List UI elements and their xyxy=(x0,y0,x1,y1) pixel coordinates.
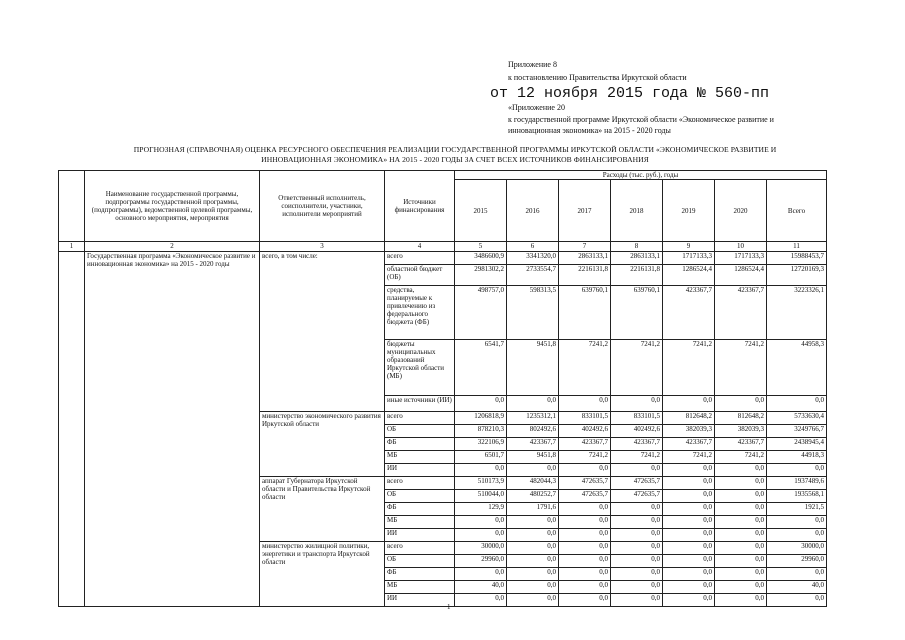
source-cell: средства, планируемые к привлечению из федерального бюджета (ФБ) xyxy=(385,286,455,340)
value-cell: 0,0 xyxy=(507,516,559,529)
value-cell: 423367,7 xyxy=(715,286,767,340)
value-cell: 6501,7 xyxy=(455,451,507,464)
source-cell: всего xyxy=(385,252,455,265)
column-number: 2 xyxy=(85,242,260,252)
value-cell: 833101,5 xyxy=(611,412,663,425)
total-value-cell: 29960,0 xyxy=(767,555,827,568)
value-cell: 0,0 xyxy=(507,529,559,542)
value-cell: 0,0 xyxy=(559,594,611,607)
source-cell: ОБ xyxy=(385,555,455,568)
column-number: 8 xyxy=(611,242,663,252)
value-cell: 833101,5 xyxy=(559,412,611,425)
value-cell: 0,0 xyxy=(559,396,611,412)
total-header: Всего xyxy=(767,180,827,242)
year-header: 2019 xyxy=(663,180,715,242)
value-cell: 0,0 xyxy=(611,396,663,412)
source-cell: МБ xyxy=(385,581,455,594)
value-cell: 0,0 xyxy=(507,555,559,568)
value-cell: 0,0 xyxy=(559,529,611,542)
value-cell: 0,0 xyxy=(715,568,767,581)
source-cell: ИИ xyxy=(385,594,455,607)
source-cell: ОБ xyxy=(385,425,455,438)
value-cell: 0,0 xyxy=(611,555,663,568)
source-cell: всего xyxy=(385,477,455,490)
value-cell: 0,0 xyxy=(507,581,559,594)
value-cell: 0,0 xyxy=(715,477,767,490)
value-cell: 0,0 xyxy=(663,503,715,516)
total-value-cell: 0,0 xyxy=(767,568,827,581)
source-header: Источники финансирования xyxy=(385,171,455,242)
value-cell: 9451,8 xyxy=(507,451,559,464)
source-cell: ФБ xyxy=(385,568,455,581)
total-value-cell: 0,0 xyxy=(767,516,827,529)
year-header: 2017 xyxy=(559,180,611,242)
value-cell: 0,0 xyxy=(715,555,767,568)
total-value-cell: 30000,0 xyxy=(767,542,827,555)
value-cell: 0,0 xyxy=(663,477,715,490)
value-cell: 0,0 xyxy=(455,568,507,581)
column-number: 7 xyxy=(559,242,611,252)
value-cell: 30000,0 xyxy=(455,542,507,555)
value-cell: 1286524,4 xyxy=(663,265,715,286)
source-cell: всего xyxy=(385,412,455,425)
total-value-cell: 0,0 xyxy=(767,396,827,412)
value-cell: 0,0 xyxy=(559,542,611,555)
value-cell: 0,0 xyxy=(663,594,715,607)
source-cell: ИИ xyxy=(385,464,455,477)
column-number: 10 xyxy=(715,242,767,252)
total-value-cell: 12720169,3 xyxy=(767,265,827,286)
program-name-header: Наименование государственной программы, подпрограммы государственной программы, (подпрограммы), ведомственной целевой программы, основного мероприятия, мероприятия xyxy=(85,171,260,242)
value-cell: 812648,2 xyxy=(663,412,715,425)
value-cell: 0,0 xyxy=(559,464,611,477)
row-number-header xyxy=(59,171,85,242)
value-cell: 0,0 xyxy=(611,503,663,516)
column-number: 1 xyxy=(59,242,85,252)
value-cell: 2863133,1 xyxy=(611,252,663,265)
value-cell: 1717133,3 xyxy=(663,252,715,265)
value-cell: 0,0 xyxy=(715,581,767,594)
value-cell: 0,0 xyxy=(507,396,559,412)
value-cell: 29960,0 xyxy=(455,555,507,568)
appendix-label: Приложение 8 xyxy=(508,60,557,69)
value-cell: 7241,2 xyxy=(663,340,715,396)
appendix-20-label: «Приложение 20 xyxy=(508,103,565,112)
decree-reference: к постановлению Правительства Иркутской области xyxy=(508,73,687,82)
value-cell: 0,0 xyxy=(663,581,715,594)
value-cell: 1286524,4 xyxy=(715,265,767,286)
value-cell: 423367,7 xyxy=(507,438,559,451)
source-cell: ФБ xyxy=(385,503,455,516)
title-line-1: ПРОГНОЗНАЯ (СПРАВОЧНАЯ) ОЦЕНКА РЕСУРСНОГО ОБЕСПЕЧЕНИЯ РЕАЛИЗАЦИИ ГОСУДАРСТВЕННОЙ ПРОГРАММЫ ИРКУТСКОЙ ОБЛАСТИ «ЭКОНОМИЧЕСКОЕ РАЗВИТИЕ И xyxy=(133,145,777,154)
value-cell: 3486600,9 xyxy=(455,252,507,265)
value-cell: 0,0 xyxy=(455,464,507,477)
value-cell: 402492,6 xyxy=(611,425,663,438)
column-number: 9 xyxy=(663,242,715,252)
program-reference-line1: к государственной программе Иркутской области «Экономическое развитие и xyxy=(508,115,774,124)
document-title xyxy=(75,145,835,164)
total-value-cell: 5733630,4 xyxy=(767,412,827,425)
value-cell: 7241,2 xyxy=(611,451,663,464)
column-numbers-row xyxy=(59,242,827,252)
source-cell: иные источники (ИИ) xyxy=(385,396,455,412)
source-cell: областной бюджет (ОБ) xyxy=(385,265,455,286)
value-cell: 2863133,1 xyxy=(559,252,611,265)
source-cell: ИИ xyxy=(385,529,455,542)
value-cell: 7241,2 xyxy=(559,451,611,464)
source-cell: бюджеты муниципальных образований Иркутской области (МБ) xyxy=(385,340,455,396)
column-number: 5 xyxy=(455,242,507,252)
value-cell: 639760,1 xyxy=(559,286,611,340)
total-value-cell: 1937489,6 xyxy=(767,477,827,490)
value-cell: 472635,7 xyxy=(611,477,663,490)
total-value-cell: 15988453,7 xyxy=(767,252,827,265)
value-cell: 0,0 xyxy=(611,529,663,542)
total-value-cell: 40,0 xyxy=(767,581,827,594)
page-number: 1 xyxy=(447,603,451,611)
total-value-cell: 3249766,7 xyxy=(767,425,827,438)
value-cell: 7241,2 xyxy=(715,340,767,396)
program-name-cell: Государственная программа «Экономическое развитие и инновационная экономика» на 2015 - 2020 годы xyxy=(85,252,260,607)
executor-cell: аппарат Губернатора Иркутской области и Правительства Иркутской области xyxy=(260,477,385,542)
value-cell: 7241,2 xyxy=(715,451,767,464)
year-header: 2015 xyxy=(455,180,507,242)
value-cell: 0,0 xyxy=(715,516,767,529)
expenses-header: Расходы (тыс. руб.), годы xyxy=(455,171,827,180)
value-cell: 7241,2 xyxy=(663,451,715,464)
value-cell: 598313,5 xyxy=(507,286,559,340)
value-cell: 0,0 xyxy=(611,594,663,607)
value-cell: 2981302,2 xyxy=(455,265,507,286)
value-cell: 9451,8 xyxy=(507,340,559,396)
value-cell: 0,0 xyxy=(715,490,767,503)
value-cell: 0,0 xyxy=(715,503,767,516)
value-cell: 2733554,7 xyxy=(507,265,559,286)
value-cell: 0,0 xyxy=(663,529,715,542)
value-cell: 0,0 xyxy=(715,464,767,477)
total-value-cell: 0,0 xyxy=(767,464,827,477)
value-cell: 322106,9 xyxy=(455,438,507,451)
value-cell: 7241,2 xyxy=(611,340,663,396)
value-cell: 1791,6 xyxy=(507,503,559,516)
value-cell: 472635,7 xyxy=(559,490,611,503)
source-cell: МБ xyxy=(385,451,455,464)
value-cell: 0,0 xyxy=(611,542,663,555)
value-cell: 0,0 xyxy=(455,396,507,412)
value-cell: 0,0 xyxy=(507,464,559,477)
value-cell: 0,0 xyxy=(611,464,663,477)
value-cell: 0,0 xyxy=(507,542,559,555)
year-header: 2016 xyxy=(507,180,559,242)
value-cell: 382039,3 xyxy=(663,425,715,438)
total-value-cell: 44958,3 xyxy=(767,340,827,396)
value-cell: 3341320,0 xyxy=(507,252,559,265)
value-cell: 802492,6 xyxy=(507,425,559,438)
source-cell: МБ xyxy=(385,516,455,529)
executor-cell: министерство жилищной политики, энергетики и транспорта Иркутской области xyxy=(260,542,385,607)
value-cell: 0,0 xyxy=(663,490,715,503)
value-cell: 0,0 xyxy=(559,581,611,594)
value-cell: 510044,0 xyxy=(455,490,507,503)
program-reference-line2: инновационная экономика» на 2015 - 2020 годы xyxy=(508,126,671,135)
value-cell: 0,0 xyxy=(663,516,715,529)
value-cell: 0,0 xyxy=(715,542,767,555)
value-cell: 0,0 xyxy=(559,555,611,568)
value-cell: 129,9 xyxy=(455,503,507,516)
value-cell: 1206818,9 xyxy=(455,412,507,425)
resource-table xyxy=(58,170,827,607)
value-cell: 0,0 xyxy=(507,594,559,607)
total-value-cell: 44918,3 xyxy=(767,451,827,464)
column-number: 11 xyxy=(767,242,827,252)
value-cell: 423367,7 xyxy=(715,438,767,451)
value-cell: 0,0 xyxy=(663,555,715,568)
value-cell: 0,0 xyxy=(559,568,611,581)
total-value-cell: 2438945,4 xyxy=(767,438,827,451)
value-cell: 472635,7 xyxy=(611,490,663,503)
row-number-cell xyxy=(59,252,85,607)
value-cell: 0,0 xyxy=(715,396,767,412)
value-cell: 382039,3 xyxy=(715,425,767,438)
value-cell: 2216131,8 xyxy=(611,265,663,286)
value-cell: 510173,9 xyxy=(455,477,507,490)
value-cell: 0,0 xyxy=(559,503,611,516)
value-cell: 0,0 xyxy=(663,568,715,581)
table-body xyxy=(59,252,827,607)
value-cell: 482044,3 xyxy=(507,477,559,490)
executor-cell: всего, в том числе: xyxy=(260,252,385,412)
value-cell: 423367,7 xyxy=(663,286,715,340)
source-cell: всего xyxy=(385,542,455,555)
value-cell: 1717133,3 xyxy=(715,252,767,265)
value-cell: 40,0 xyxy=(455,581,507,594)
value-cell: 6541,7 xyxy=(455,340,507,396)
value-cell: 0,0 xyxy=(663,396,715,412)
decree-date-number: от 12 ноября 2015 года № 560-пп xyxy=(490,85,770,102)
total-value-cell: 1921,5 xyxy=(767,503,827,516)
column-number: 6 xyxy=(507,242,559,252)
column-number: 3 xyxy=(260,242,385,252)
value-cell: 639760,1 xyxy=(611,286,663,340)
value-cell: 0,0 xyxy=(455,594,507,607)
value-cell: 402492,6 xyxy=(559,425,611,438)
total-value-cell: 0,0 xyxy=(767,529,827,542)
year-header: 2018 xyxy=(611,180,663,242)
value-cell: 498757,0 xyxy=(455,286,507,340)
value-cell: 0,0 xyxy=(611,568,663,581)
value-cell: 423367,7 xyxy=(611,438,663,451)
value-cell: 0,0 xyxy=(455,516,507,529)
source-cell: ОБ xyxy=(385,490,455,503)
value-cell: 0,0 xyxy=(455,529,507,542)
value-cell: 423367,7 xyxy=(559,438,611,451)
executor-header: Ответственный исполнитель, соисполнители, участники, исполнители мероприятий xyxy=(260,171,385,242)
value-cell: 472635,7 xyxy=(559,477,611,490)
total-value-cell: 0,0 xyxy=(767,594,827,607)
value-cell: 812648,2 xyxy=(715,412,767,425)
value-cell: 0,0 xyxy=(715,529,767,542)
table-row xyxy=(59,252,827,265)
value-cell: 0,0 xyxy=(611,516,663,529)
total-value-cell: 3223326,1 xyxy=(767,286,827,340)
value-cell: 0,0 xyxy=(507,568,559,581)
title-line-2: ИННОВАЦИОННАЯ ЭКОНОМИКА» НА 2015 - 2020 ГОДЫ ЗА СЧЕТ ВСЕХ ИСТОЧНИКОВ ФИНАНСИРОВАНИЯ xyxy=(261,154,649,164)
value-cell: 0,0 xyxy=(715,594,767,607)
value-cell: 480252,7 xyxy=(507,490,559,503)
value-cell: 423367,7 xyxy=(663,438,715,451)
value-cell: 878210,3 xyxy=(455,425,507,438)
value-cell: 7241,2 xyxy=(559,340,611,396)
source-cell: ФБ xyxy=(385,438,455,451)
value-cell: 0,0 xyxy=(663,464,715,477)
year-header: 2020 xyxy=(715,180,767,242)
value-cell: 0,0 xyxy=(611,581,663,594)
total-value-cell: 1935568,1 xyxy=(767,490,827,503)
value-cell: 2216131,8 xyxy=(559,265,611,286)
executor-cell: министерство экономического развития Иркутской области xyxy=(260,412,385,477)
column-number: 4 xyxy=(385,242,455,252)
value-cell: 1235312,1 xyxy=(507,412,559,425)
value-cell: 0,0 xyxy=(663,542,715,555)
value-cell: 0,0 xyxy=(559,516,611,529)
